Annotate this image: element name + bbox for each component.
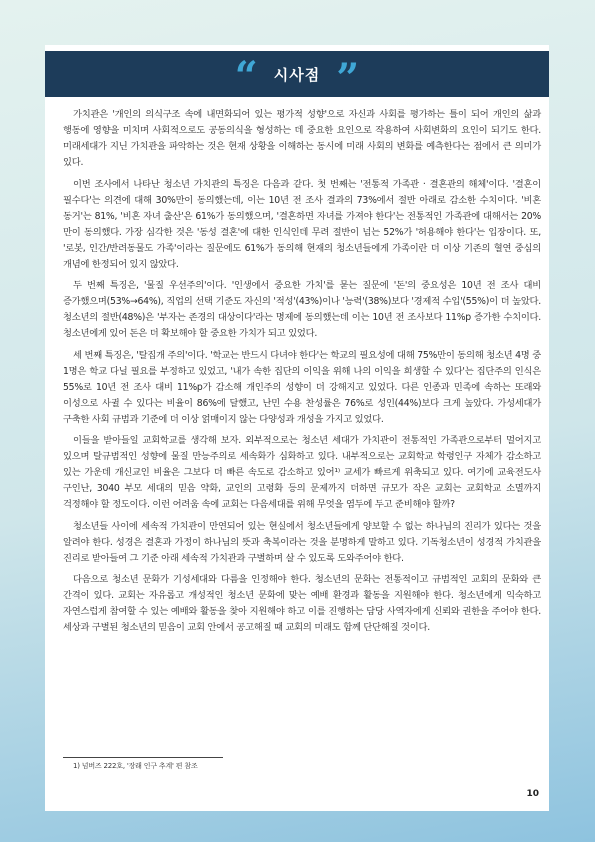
close-quote-icon: ” bbox=[336, 55, 360, 99]
paragraph-1: 가치관은 '개인의 의식구조 속에 내면화되어 있는 평가적 성향'으로 자신과 사회를 평가하는 틀이 되어 개인의 삶과 행동에 영향을 미치며 사회적으로도 공동의식을 형성하는 데 중요한 요인으로 작용하여 사회변화의 요인이 되기도 한다. 미래세대가 지닌 가치관을 파악하는 것은 현재 상황을 이해하는 동시에 미래 사회의 변화를 예측한다는 점에서 큰 의미가 있다. bbox=[63, 109, 541, 168]
paragraph-2: 이번 조사에서 나타난 청소년 가치관의 특징은 다음과 같다. 첫 번째는 '전통적 가족관 · 결혼관의 해체'이다. '결혼이 필수다'는 의견에 대해 30%만이 동의했는데, 이는 10년 전 조사 결과의 73%에서 절반 아래로 감소한 수치이다. '비혼 동거'는 81%, '비혼 자녀 출산'은 61%가 동의했으며, '결혼하면 자녀를 가져야 한다'는 전통적인 가족관에 대해서는 20%만이 동의했다. 가장 심각한 것은 '동성 결혼'에 대한 인식인데 무려 절반이 넘는 52%가 '허용해야 한다'는 입장이다. 또, '로봇, 인간/반려동물도 가족'이라는 질문에도 61%가 동의해 현재의 청소년들에게 가족이란 더 이상 기존의 혈연 중심의 개념에 한정되어 있지 않았다. bbox=[63, 178, 541, 270]
paragraph-3: 두 번째 특징은, '물질 우선주의'이다. '인생에서 중요한 가치'를 묻는 질문에 '돈'의 중요성은 10년 전 조사 대비 증가했으며(53%→64%), 직업의 선택 기준도 자신의 '적성'(43%)이나 '능력'(38%)보다 '경제적 수입'(55%)이 더 높았다. 청소년의 절반(48%)은 '부자는 존경의 대상이다'라는 명제에 동의했는데 이는 10년 전 조사보다 11%p 증가한 수치이다. 청소년에게 있어 돈은 더 확보해야 할 중요한 가치가 되고 있었다. bbox=[63, 280, 541, 339]
body-text bbox=[63, 107, 541, 642]
document-page bbox=[45, 45, 549, 811]
page-number: 10 bbox=[526, 789, 539, 799]
paragraph-7: 다음으로 청소년 문화가 기성세대와 다름을 인정해야 한다. 청소년의 문화는 전통적이고 규범적인 교회의 문화와 큰 간격이 있다. 교회는 자유롭고 개성적인 청소년 문화에 맞는 예배 환경과 활동을 지원해야 한다. 청소년에게 익숙하고 자연스럽게 참여할 수 있는 예배와 활동을 찾아 지원해야 하고 이를 진행하는 담당 사역자에게 신뢰와 권한을 주어야 한다. 세상과 구별된 청소년의 믿음이 교회 안에서 공고해질 때 교회의 미래도 함께 단단해질 것이다. bbox=[63, 574, 541, 633]
section-header bbox=[45, 51, 549, 97]
footnote: 1) 넘버즈 222호, '장래 인구 추계' 편 참조 bbox=[73, 762, 198, 770]
section-title: 시사점 bbox=[273, 65, 321, 84]
footnote-divider bbox=[63, 757, 223, 758]
paragraph-5: 이들을 받아들일 교회학교를 생각해 보자. 외부적으로는 청소년 세대가 가치관이 전통적인 가족관으로부터 멀어지고 있으며 탈규범적인 성향에 물질 만능주의로 세속화가 심화하고 있다. 내부적으로는 교회학교 학령인구 자체가 감소하고 있는 가운데 개신교인 비율은 그보다 더 빠른 속도로 감소하고 있어¹⁾ 교세가 빠르게 위축되고 있다. 여기에 교육전도사 구인난, 3040 부모 세대의 믿음 약화, 교인의 고령화 등의 문제까지 더하면 규모가 작은 교회는 교회학교 소멸까지 걱정해야 할 정도이다. 이런 어려움 속에 교회는 다음세대를 위해 무엇을 염두에 두고 준비해야 할까? bbox=[63, 435, 541, 510]
paragraph-6: 청소년들 사이에 세속적 가치관이 만연되어 있는 현실에서 청소년들에게 양보할 수 없는 하나님의 진리가 있다는 것을 알려야 한다. 성경은 결혼과 가정이 하나님의 뜻과 축복이라는 것을 분명하게 말하고 있다. 기독청소년이 성경적 가치관을 진리로 받아들여 그 기준 아래 세속적 가치관과 구별하며 살 수 있도록 도와주어야 한다. bbox=[63, 520, 541, 564]
open-quote-icon: “ bbox=[234, 53, 258, 97]
paragraph-4: 세 번째 특징은, '탈집개 주의'이다. '학교는 반드시 다녀야 한다'는 학교의 필요성에 대해 75%만이 동의해 청소년 4명 중 1명은 학교 다닐 필요를 부정하고 있었고, '내가 속한 집단의 이익을 위해 나의 이익을 희생할 수 있다'는 집단주의 인식은 55%로 10년 전 조사 대비 11%p가 감소해 개인주의 성향이 더 강해지고 있었다. 다른 인종과 민족에 속하는 또래와 이성으로 사귈 수 있다는 비율이 86%에 달했고, 난민 수용 찬성률은 76%로 성인(44%)보다 크게 높았다. 가성세대가 구축한 사회 규범과 기준에 더 이상 얽매이지 않는 다양성과 개성을 가지고 있었다. bbox=[63, 349, 541, 425]
